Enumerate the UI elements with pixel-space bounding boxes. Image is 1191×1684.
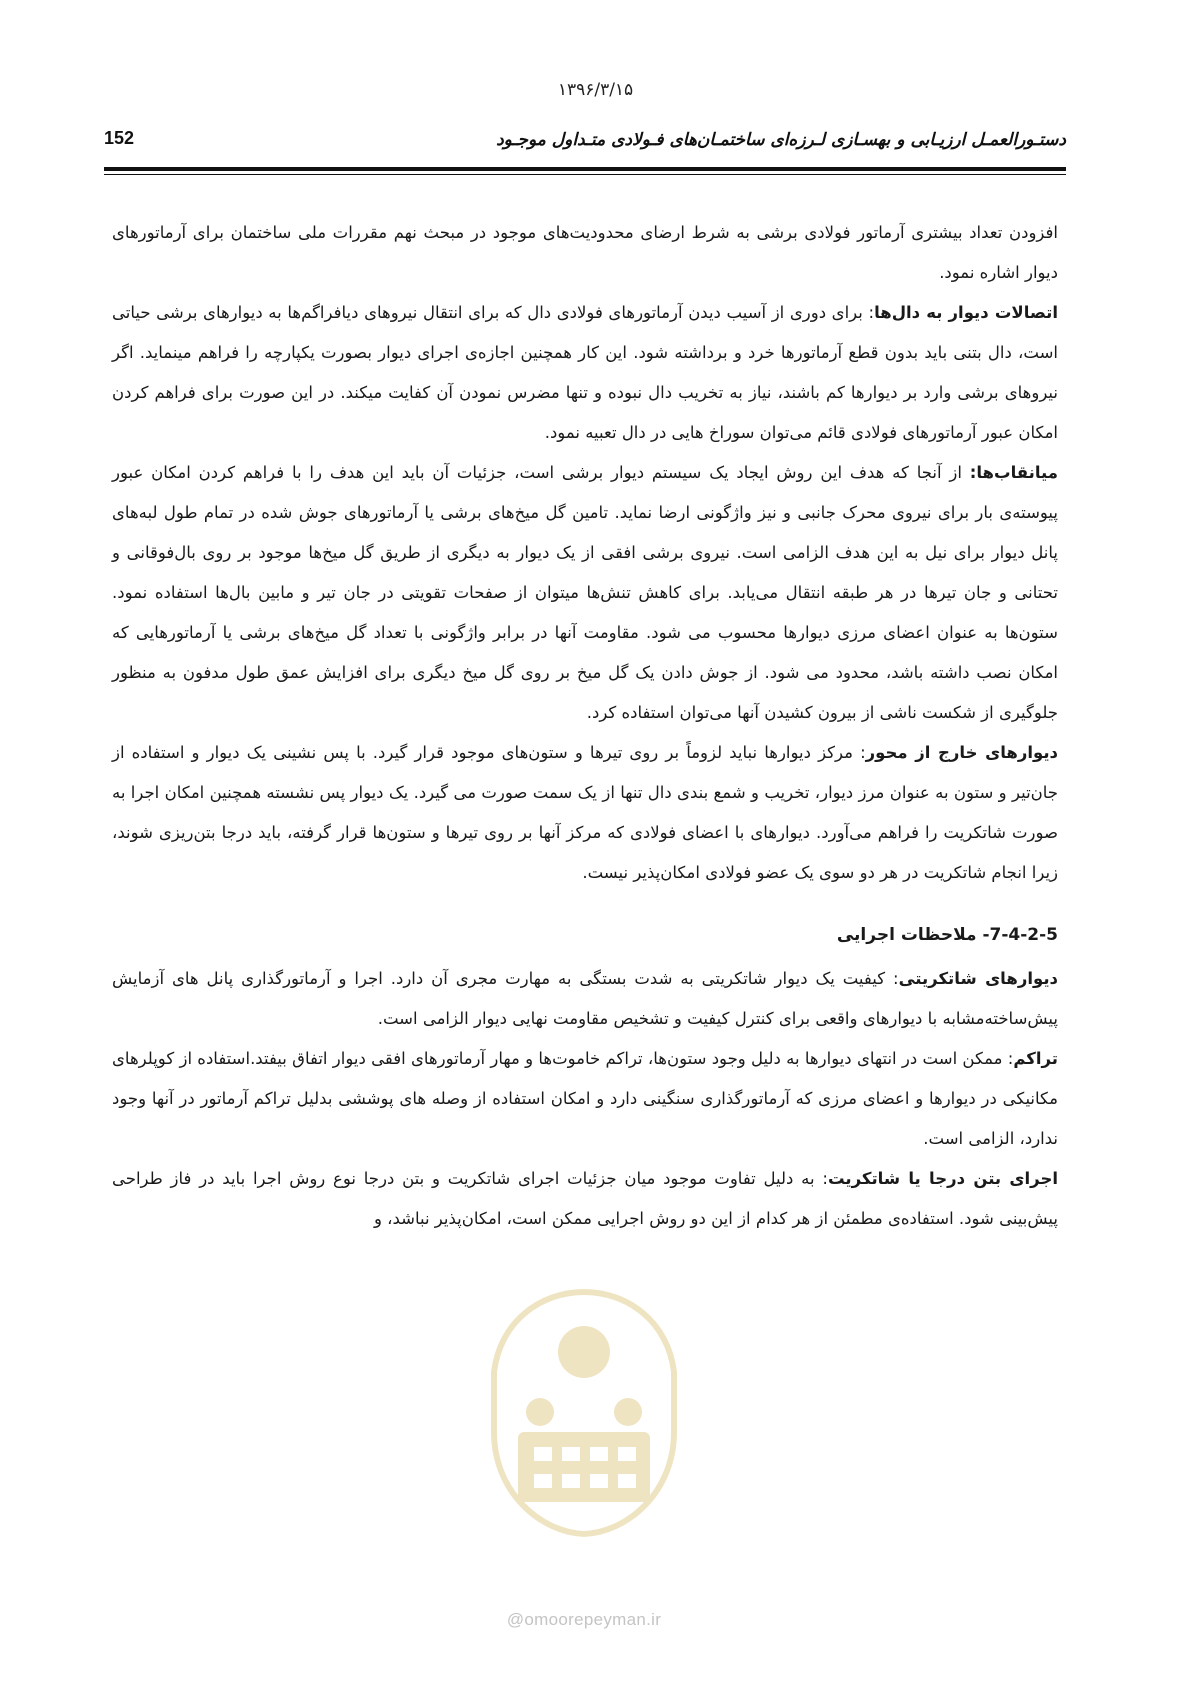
document-body bbox=[112, 213, 1058, 1239]
paragraph-text: : برای دوری از آسیب دیدن آرماتورهای فولادی دال که برای انتقال نیروهای دیافراگم‌ها به دیوارهای برشی حیاتی است، دال بتنی باید بدون قطع آرماتورها خرد و برداشته شود. این کار همچنین اجازه‌ی اجرای دیوار بصورت یکپارچه را فراهم مینماید. اگر نیروهای برشی وارد بر دیوارها کم باشند، نیاز به تخریب دال نبوده و تنها مضرس نمودن آن کفایت میکند. در این صورت برای فراهم کردن امکان عبور آرماتورهای فولادی قائم می‌توان سوراخ هایی در دال تعبیه نمود. bbox=[112, 303, 1058, 442]
paragraph-shotcrete-walls bbox=[112, 959, 1058, 1039]
paragraph-text: : به دلیل تفاوت موجود میان جزئیات اجرای شاتکریت و بتن درجا نوع روش اجرا باید در فاز طراحی پیش‌بینی شود. استفاده‌ی مطمئن از هر کدام از این دو روش اجرایی ممکن است، امکان‌پذیر نباشد، و bbox=[112, 1169, 1058, 1228]
watermark-site-text: @omoorepeyman.ir bbox=[506, 1610, 662, 1629]
header-rule-thin bbox=[104, 174, 1066, 175]
paragraph-congestion bbox=[112, 1039, 1058, 1159]
term-castinplace-shotcrete: اجرای بتن درجا یا شاتکریت bbox=[827, 1169, 1058, 1188]
term-infills: میانقاب‌ها: bbox=[969, 463, 1058, 482]
watermark-site-name: omoorepeyman.ir bbox=[524, 1610, 662, 1629]
paragraph-wall-slab-connections bbox=[112, 293, 1058, 453]
term-wall-slab-connections: اتصالات دیوار به دال‌ها bbox=[874, 303, 1059, 322]
watermark-logo bbox=[478, 1282, 690, 1542]
running-title: دستـورالعمـل ارزیـابی و بهسـازی لـرزه‌ای ساختمـان‌های فـولادی متـداول موجـود bbox=[496, 130, 1066, 150]
document-date: ۱۳۹۶/۳/۱۵ bbox=[557, 80, 634, 100]
term-shotcrete-walls: دیوارهای شاتکریتی bbox=[898, 969, 1058, 988]
section-heading: 7-4-2-5- ملاحظات اجرایی bbox=[836, 925, 1058, 945]
term-congestion: تراکم bbox=[1013, 1049, 1058, 1068]
paragraph-text: : ممکن است در انتهای دیوارها به دلیل وجود ستون‌ها، تراکم خاموت‌ها و مهار آرماتورهای افقی دیوار اتفاق بیفتد.استفاده از کوپلرهای مکانیکی در دیوارها و اعضای مرزی که آرماتورگذاری سنگینی دارد و امکان استفاده از وصله های پوششی بدلیل تراکم آرماتور در آنها وجود ندارد، الزامی است. bbox=[112, 1049, 1058, 1148]
header-rule-thick bbox=[104, 167, 1066, 171]
paragraph-text: : کیفیت یک دیوار شاتکریتی به شدت بستگی به مهارت مجری آن دارد. اجرا و آرماتورگذاری پانل های آزمایش پیش‌ساخته‌مشابه با دیوارهای واقعی برای کنترل کیفیت و تشخیص مقاومت نهایی دیوار الزامی است. bbox=[112, 969, 1058, 1028]
paragraph-text: : مرکز دیوارها نباید لزوماً بر روی تیرها و ستون‌های موجود قرار گیرد. با پس نشینی یک دیوار و استفاده از جان‌تیر و ستون به عنوان مرز دیوار، تخریب و شمع بندی دال تنها از یک سمت صورت می گیرد. یک دیوار پس نشسته همچنین امکان اجرا به صورت شاتکریت را فراهم می‌آورد. دیوارهای با اعضای فولادی که مرکز آنها بر روی تیرها و ستون‌ها قرار گرفته، باید درجا بتن‌ریزی شوند، زیرا انجام شاتکریت در هر دو سوی یک عضو فولادی امکان‌پذیر نیست. bbox=[112, 743, 1058, 882]
page-number: 152 bbox=[104, 128, 135, 148]
paragraph-rebar-addition: افزودن تعداد بیشتری آرماتور فولادی برشی به شرط ارضای محدودیت‌های موجود در مبحث نهم مقررات ملی ساختمان برای آرماتورهای دیوار اشاره نمود. bbox=[112, 223, 1058, 282]
paragraph-offaxis-walls bbox=[112, 733, 1058, 893]
paragraph-infills bbox=[112, 453, 1058, 733]
paragraph-castinplace-shotcrete bbox=[112, 1159, 1058, 1239]
paragraph-text: از آنجا که هدف این روش ایجاد یک سیستم دیوار برشی است، جزئیات آن باید این هدف را با فراهم کردن امکان عبور پیوسته‌ی بار برای نیروی محرک جانبی و نیز واژگونی ارضا نماید. تامین گل میخ‌های برشی یا آرماتورهای جوش شده در تمام طول لبه‌های پانل دیوار برای نیل به این هدف الزامی است. نیروی برشی افقی از یک دیوار به دیگری از طریق گل میخ‌ها موجود بر روی بال‌فوقانی و تحتانی و جان تیرها در هر طبقه انتقال می‌یابد. برای کاهش تنش‌ها میتوان از صفحات تقویتی در جان تیر و مابین بال‌ها استفاده نمود. ستون‌ها به عنوان اعضای مرزی دیوارها محسوب می شود. مقاومت آنها در برابر واژگونی با تعداد گل میخ‌های برشی یا آرماتورهایی که امکان نصب داشته باشد، محدود می شود. از جوش دادن یک گل میخ بر روی گل میخ دیگری برای افزایش عمق طول مدفون به منظور جلوگیری از شکست ناشی از بیرون کشیدن آنها می‌توان استفاده کرد. bbox=[112, 463, 1058, 722]
term-offaxis-walls: دیوارهای خارج از محور bbox=[865, 743, 1058, 762]
page-header bbox=[104, 128, 1066, 156]
